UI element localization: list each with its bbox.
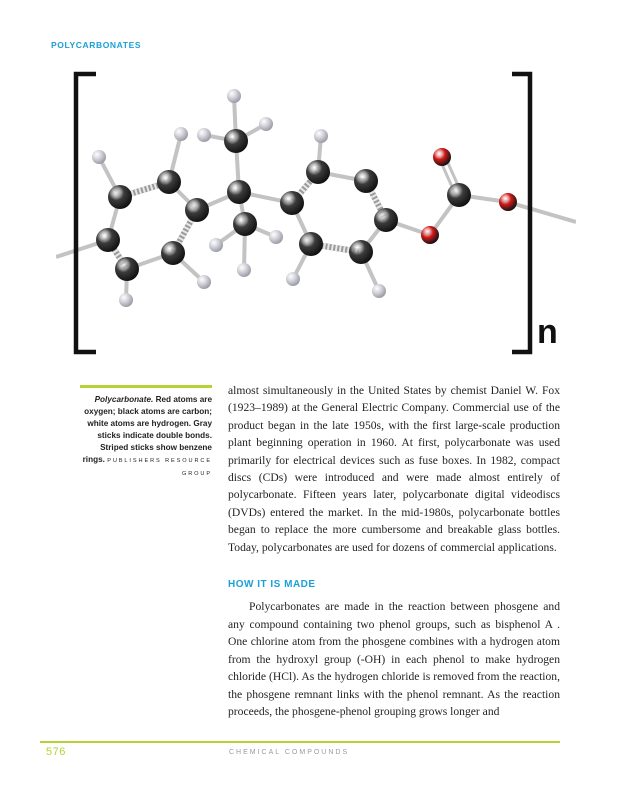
chain-bond	[508, 202, 576, 222]
hydrogen-atom	[314, 129, 328, 143]
carbon-atom	[280, 191, 304, 215]
body-column	[228, 382, 560, 720]
hydrogen-atom	[259, 117, 273, 131]
paragraph-history: almost simultaneously in the United States by chemist Daniel W. Fox (1923–1989) at the General Electric Company. Commercial use of the product began in the late 1950s, with the first large-scale production plant beginning operation in 1960. At first, polycarbonate was used primarily for electrical devices such as fuse boxes. In 1982, compact discs (CDs) were introduced and were made almost entirely of polycarbonate. Fifteen years later, polycarbonate digital videodiscs (DVDs) entered the market. In the mid-1980s, polycarbonate bottles began to replace the more cumbersome and breakable glass bottles. Today, polycarbonates are used for dozens of commercial applications.	[228, 384, 560, 554]
oxygen-atom	[433, 148, 451, 166]
carbon-atom	[227, 180, 251, 204]
hydrogen-atom	[197, 128, 211, 142]
hydrogen-atom	[174, 127, 188, 141]
hydrogen-atom	[209, 238, 223, 252]
carbon-atom	[96, 228, 120, 252]
hydrogen-atom	[269, 230, 283, 244]
paragraph-how-it-is-made: Polycarbonates are made in the reaction between phosgene and any compound containing two phenol groups, such as bisphenol A . One chlorine atom from the phosgene combines with a hydrogen atom from the hydroxyl group (-OH) in each phenol to make hydrogen chloride (HCl). As the hydrogen chloride is removed from the reaction, the phosgene remnant links with the phenol remnant. As the reaction proceeds, the phosgene-phenol grouping grows longer and	[228, 600, 560, 718]
caption-rule	[80, 385, 212, 388]
polycarbonate-molecule-figure	[56, 62, 576, 367]
molecule-atoms	[92, 89, 517, 307]
carbon-atom	[374, 208, 398, 232]
oxygen-atom	[421, 226, 439, 244]
caption-title: Polycarbonate.	[94, 395, 154, 404]
carbon-atom	[108, 185, 132, 209]
hydrogen-atom	[119, 293, 133, 307]
carbon-atom	[161, 241, 185, 265]
carbon-atom	[233, 212, 257, 236]
caption-body: Red atoms are oxygen; black atoms are carbon; white atoms are hydrogen. Gray sticks indicate double bonds. Striped sticks show benzene rings.	[82, 395, 212, 464]
carbon-atom	[354, 169, 378, 193]
left-bracket	[76, 74, 96, 352]
footer-book-title: CHEMICAL COMPOUNDS	[229, 749, 350, 756]
section-heading-how-it-is-made: HOW IT IS MADE	[228, 579, 316, 591]
carbon-atom	[224, 129, 248, 153]
figure-caption	[80, 394, 212, 480]
carbon-atom	[299, 232, 323, 256]
repeat-unit-subscript-n: n	[537, 313, 558, 351]
footer-rule	[40, 741, 560, 743]
carbon-atom	[306, 160, 330, 184]
carbon-atom	[157, 170, 181, 194]
hydrogen-atom	[237, 263, 251, 277]
hydrogen-atom	[227, 89, 241, 103]
hydrogen-atom	[92, 150, 106, 164]
carbon-atom	[115, 257, 139, 281]
page-number: 576	[46, 746, 66, 758]
carbon-atom	[185, 198, 209, 222]
oxygen-atom	[499, 193, 517, 211]
carbon-atom	[349, 240, 373, 264]
carbon-atom	[447, 183, 471, 207]
right-bracket	[512, 74, 530, 352]
caption-credit: PUBLISHERS RESOURCE GROUP	[107, 458, 212, 477]
hydrogen-atom	[197, 275, 211, 289]
running-head: POLYCARBONATES	[51, 40, 142, 50]
hydrogen-atom	[372, 284, 386, 298]
hydrogen-atom	[286, 272, 300, 286]
